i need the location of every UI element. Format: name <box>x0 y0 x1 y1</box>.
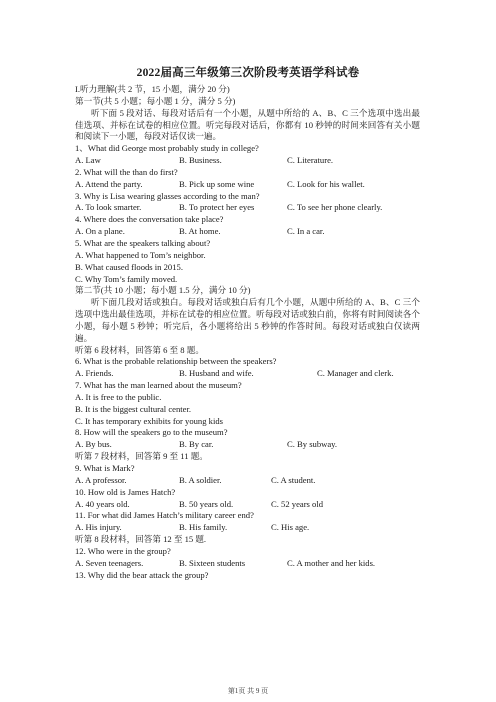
part2-header: 第二节(共 10 小题；每小题 1.5 分，满分 10 分) <box>75 285 251 296</box>
question-9: 9. What is Mark? <box>75 463 135 473</box>
question-6-options <box>75 368 420 380</box>
option-c: C. It has temporary exhibits for young kids <box>75 415 223 426</box>
option-b: B. To protect her eyes <box>179 202 255 213</box>
option-b: B. At home. <box>179 226 221 237</box>
question-3-options <box>75 202 420 214</box>
option-a: A. Friends. <box>75 368 114 379</box>
part2-instructions: 听下面几段对话或独白。每段对话或独白后有几个小题，从题中所给的 A、B、C 三个选项中选出最佳选项，并标在试卷的相应位置。听每段对话或独白前，你将有时间阅读各个小题，每小题 5 秒钟；听完后，各小题将给出 5 秒钟的作答时间。每段对话或独白仅读两遍。 <box>75 297 420 343</box>
question-8: 8. How will the speakers go to the museum? <box>75 427 228 438</box>
option-a: A. What happened to Tom’s neighbor. <box>75 249 206 260</box>
question-1-options <box>75 155 420 167</box>
option-c: C. In a car. <box>287 226 325 237</box>
page-footer: 第1页 共 9 页 <box>227 687 269 695</box>
option-c: C. A student. <box>271 474 316 485</box>
option-c: C. His age. <box>271 522 310 533</box>
option-a: A. His injury. <box>75 522 122 533</box>
question-10: 10. How old is James Hatch? <box>75 486 176 497</box>
option-c: C. To see her phone clearly. <box>287 202 383 213</box>
option-c: C. 52 years old <box>271 498 324 509</box>
option-a: A. Seven teenagers. <box>75 557 144 568</box>
section1-header: I.听力理解(共 2 节，15 小题，满分 20 分) <box>75 84 230 94</box>
question-2-options <box>75 179 420 191</box>
question-1: 1、What did George most probably study in college? <box>75 143 259 154</box>
option-b: B. Husband and wife. <box>179 368 254 379</box>
option-a: A. 40 years old. <box>75 498 130 509</box>
question-2: 2. What will the than do first? <box>75 166 178 177</box>
option-a: A. Law <box>75 155 101 166</box>
material-8-note: 听第 8 段材料，回答第 12 至 15 题. <box>75 534 207 545</box>
part1-instructions: 听下面 5 段对话、每段对话后有一个小题，从题中所给的 A、B、C 三个选项中选出最佳选项、并标在试卷的相应位置。听完每段对话后，你都有 10 秒钟的时间来回答有关小题和阅读下一小题，每段对话仅读一遍。 <box>75 107 420 142</box>
option-a: A. By bus. <box>75 439 112 450</box>
question-10-options <box>75 499 420 511</box>
question-11-options <box>75 522 420 534</box>
option-b: B. His family. <box>179 522 228 533</box>
question-11: 11. For what did James Hatch’s military career end? <box>75 510 254 521</box>
option-a: A. To look smarter. <box>75 202 142 213</box>
option-c: C. Literature. <box>287 155 334 166</box>
exam-content <box>75 84 420 581</box>
option-b: B. It is the biggest cultural center. <box>75 403 191 414</box>
option-b: B. Business. <box>179 155 222 166</box>
option-b: B. Pick up some wine <box>179 178 255 189</box>
question-4: 4. Where does the conversation take place? <box>75 214 224 225</box>
option-c: C. By subway. <box>287 439 338 450</box>
option-a: A. A professor. <box>75 474 127 485</box>
material-6-note: 听第 6 段材料，回答第 6 至 8 题。 <box>75 344 204 355</box>
option-b: B. By car. <box>179 439 214 450</box>
exam-title: 2022届高三年级第三次阶段考英语学科试卷 <box>136 67 360 79</box>
question-12: 12. Who were in the group? <box>75 545 171 556</box>
option-a: A. Attend the party. <box>75 178 143 189</box>
option-a: A. It is free to the public. <box>75 391 162 402</box>
question-4-options <box>75 226 420 238</box>
option-c: C. Why Tom’s family moved. <box>75 273 178 284</box>
question-6: 6. What is the probable relationship between the speakers? <box>75 356 277 367</box>
question-13: 13. Why did the bear attack the group? <box>75 569 209 580</box>
option-c: C. Look for his wallet. <box>287 178 365 189</box>
question-3: 3. Why is Lisa wearing glasses according to the man? <box>75 190 260 201</box>
option-b: B. Sixteen students <box>179 557 246 568</box>
option-b: B. What caused floods in 2015. <box>75 261 183 272</box>
question-9-options <box>75 475 420 487</box>
option-c: C. A mother and her kids. <box>287 557 376 568</box>
option-b: B. 50 years old. <box>179 498 234 509</box>
question-5: 5. What are the speakers talking about? <box>75 237 211 248</box>
option-a: A. On a plane. <box>75 226 125 237</box>
question-8-options <box>75 439 420 451</box>
part1-header: 第一节(共 5 小题；每小题 1 分，满分 5 分) <box>75 95 236 106</box>
material-7-note: 听第 7 段材料，回答第 9 至 11 题。 <box>75 451 208 462</box>
option-b: B. A soldier. <box>179 474 222 485</box>
question-7: 7. What has the man learned about the museum? <box>75 380 242 391</box>
question-12-options <box>75 558 420 570</box>
option-c: C. Manager and clerk. <box>317 368 394 379</box>
